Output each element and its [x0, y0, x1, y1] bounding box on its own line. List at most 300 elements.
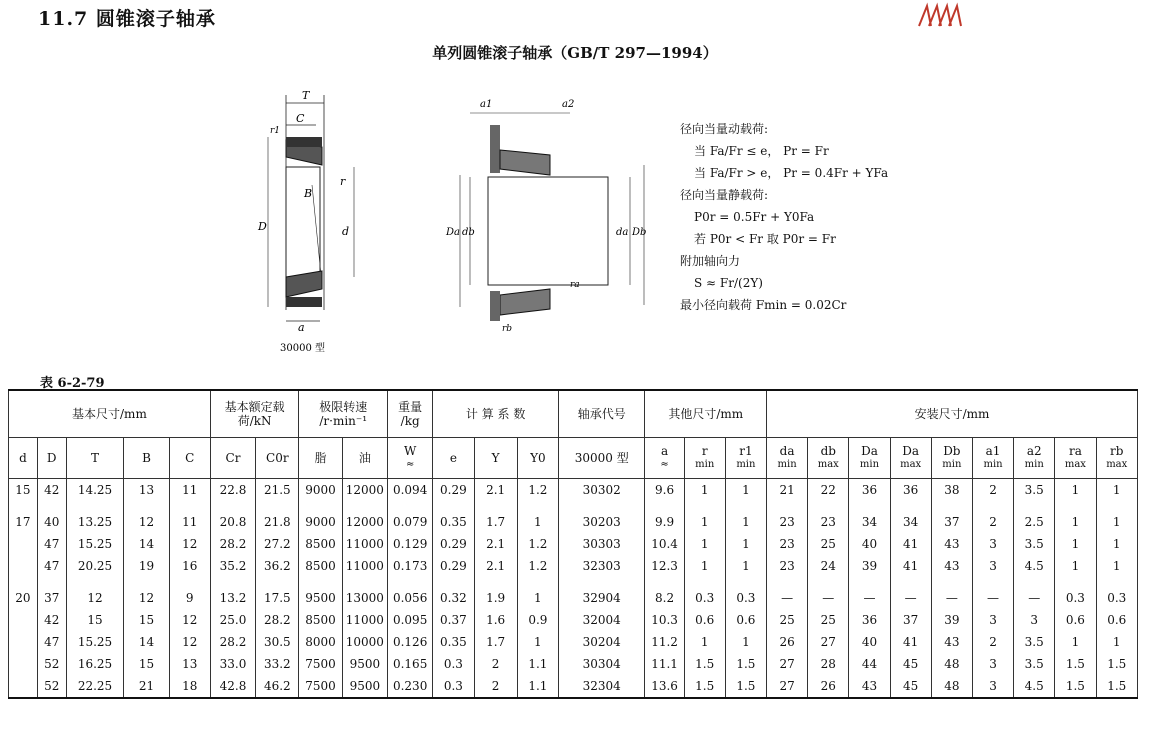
- standard-subtitle: 单列圆锥滚子轴承（GB/T 297—1994）: [432, 44, 718, 62]
- formula-line: 附加轴向力: [680, 254, 741, 268]
- table-cell: 16: [169, 555, 210, 577]
- table-cell: —: [767, 587, 808, 609]
- column-header: 脂: [299, 438, 342, 479]
- table-cell: 36: [890, 479, 931, 502]
- table-cell: 1: [517, 587, 558, 609]
- table-cell: 13: [169, 653, 210, 675]
- table-cell: 14: [124, 631, 169, 653]
- table-cell: 15: [66, 609, 124, 631]
- table-cell: 0.6: [684, 609, 725, 631]
- table-cell: 13: [124, 479, 169, 502]
- table-cell: [9, 533, 38, 555]
- table-cell: —: [972, 587, 1013, 609]
- table-cell: 46.2: [256, 675, 299, 698]
- table-cell: 38: [931, 479, 972, 502]
- table-cell: 1: [725, 479, 766, 502]
- table-cell: 3.5: [1014, 631, 1055, 653]
- table-cell: 23: [808, 511, 849, 533]
- table-cell: [9, 675, 38, 698]
- label-Db: Db: [632, 227, 647, 238]
- table-cell: 1: [1096, 631, 1138, 653]
- table-cell: 41: [890, 533, 931, 555]
- table-cell: 1.2: [517, 479, 558, 502]
- table-cell: 1: [1096, 555, 1138, 577]
- bearing-data-table: [8, 389, 1138, 699]
- table-cell: 32304: [558, 675, 645, 698]
- table-cell: 36: [849, 479, 890, 502]
- table-cell: 1: [1096, 533, 1138, 555]
- table-cell: 3: [972, 653, 1013, 675]
- table-label: 表 6-2-79: [40, 376, 105, 391]
- table-cell: 30304: [558, 653, 645, 675]
- table-cell: 3: [972, 675, 1013, 698]
- table-cell: 17.5: [256, 587, 299, 609]
- table-cell: 19: [124, 555, 169, 577]
- table-cell: 23: [767, 511, 808, 533]
- table-cell: 1: [1055, 631, 1096, 653]
- table-cell: 2.1: [474, 479, 517, 502]
- column-header: a1 min: [972, 438, 1013, 479]
- table-cell: 30303: [558, 533, 645, 555]
- table-cell: 12: [124, 587, 169, 609]
- table-cell: 0.165: [388, 653, 433, 675]
- table-cell: 45: [890, 653, 931, 675]
- table-cell: 20.8: [210, 511, 255, 533]
- table-cell: 13.6: [645, 675, 684, 698]
- table-cell: 2: [972, 511, 1013, 533]
- table-cell: 8500: [299, 609, 342, 631]
- table-cell: 11000: [342, 555, 387, 577]
- table-cell: 15.25: [66, 533, 124, 555]
- table-cell: 3: [972, 555, 1013, 577]
- table-cell: 1: [1055, 533, 1096, 555]
- table-cell: 9: [169, 587, 210, 609]
- table-cell: 10.3: [645, 609, 684, 631]
- table-cell: 1: [1055, 555, 1096, 577]
- column-header: 30000 型: [558, 438, 645, 479]
- table-cell: 0.6: [1055, 609, 1096, 631]
- table-cell: 7500: [299, 675, 342, 698]
- label-a2: a2: [562, 99, 575, 110]
- table-cell: 34: [890, 511, 931, 533]
- table-cell: 12: [169, 533, 210, 555]
- table-cell: 15: [124, 609, 169, 631]
- table-cell: —: [931, 587, 972, 609]
- table-cell: 22.25: [66, 675, 124, 698]
- table-cell: 20: [9, 587, 38, 609]
- table-cell: 1: [1096, 511, 1138, 533]
- table-cell: 3.5: [1014, 533, 1055, 555]
- table-cell: 1.2: [517, 533, 558, 555]
- table-cell: [9, 555, 38, 577]
- header-calc: 计 算 系 数: [433, 390, 559, 438]
- table-cell: 0.29: [433, 479, 474, 502]
- table-cell: 1.2: [517, 555, 558, 577]
- table-cell: 48: [931, 675, 972, 698]
- table-cell: 13000: [342, 587, 387, 609]
- table-cell: 1: [1055, 479, 1096, 502]
- column-header: 油: [342, 438, 387, 479]
- table-cell: 0.37: [433, 609, 474, 631]
- table-cell: 0.29: [433, 555, 474, 577]
- table-cell: 1.1: [517, 675, 558, 698]
- table-cell: 1: [1055, 511, 1096, 533]
- load-formulas: [680, 118, 888, 316]
- table-cell: 0.173: [388, 555, 433, 577]
- table-cell: 25: [808, 533, 849, 555]
- table-cell: 0.6: [725, 609, 766, 631]
- header-other: 其他尺寸/mm: [645, 390, 767, 438]
- table-cell: 12000: [342, 511, 387, 533]
- label-Da: Da: [446, 227, 460, 238]
- formula-line: 最小径向载荷 Fmin = 0.02Cr: [680, 298, 847, 312]
- table-cell: 1.7: [474, 631, 517, 653]
- formula-line: S ≈ Fr/(2Y): [694, 276, 763, 290]
- label-d: d: [342, 225, 350, 238]
- table-cell: 2: [474, 653, 517, 675]
- table-cell: 0.230: [388, 675, 433, 698]
- column-header: r1 min: [725, 438, 766, 479]
- label-C: C: [296, 112, 305, 125]
- table-cell: 9500: [299, 587, 342, 609]
- table-cell: 27: [767, 653, 808, 675]
- table-cell: 18: [169, 675, 210, 698]
- table-cell: 3.5: [1014, 479, 1055, 502]
- table-cell: 16.25: [66, 653, 124, 675]
- table-cell: —: [890, 587, 931, 609]
- table-cell: 33.0: [210, 653, 255, 675]
- table-cell: 1: [725, 511, 766, 533]
- table-cell: 28: [808, 653, 849, 675]
- table-cell: 0.9: [517, 609, 558, 631]
- table-cell: 11000: [342, 533, 387, 555]
- header-basic: 基本尺寸/mm: [9, 390, 211, 438]
- formula-line: 径向当量静载荷:: [680, 188, 769, 202]
- table-cell: 8.2: [645, 587, 684, 609]
- table-cell: —: [1014, 587, 1055, 609]
- table-cell: 26: [808, 675, 849, 698]
- table-cell: 12: [169, 609, 210, 631]
- table-cell: 35.2: [210, 555, 255, 577]
- table-row: [9, 555, 1138, 577]
- table-cell: 1: [517, 511, 558, 533]
- table-cell: 21.8: [256, 511, 299, 533]
- label-D: D: [258, 220, 267, 233]
- table-cell: 27: [808, 631, 849, 653]
- table-cell: 1.1: [517, 653, 558, 675]
- table-cell: [9, 609, 38, 631]
- column-header: Cr: [210, 438, 255, 479]
- table-cell: 15: [124, 653, 169, 675]
- table-cell: 1: [725, 631, 766, 653]
- table-cell: 40: [849, 631, 890, 653]
- table-cell: 11: [169, 479, 210, 502]
- table-cell: 12: [66, 587, 124, 609]
- table-cell: [9, 631, 38, 653]
- table-cell: 37: [890, 609, 931, 631]
- table-cell: —: [808, 587, 849, 609]
- table-cell: 0.3: [1055, 587, 1096, 609]
- table-cell: 3: [972, 533, 1013, 555]
- formula-line: 当 Fa/Fr > e， Pr = 0.4Fr + YFa: [694, 166, 889, 180]
- table-cell: 11: [169, 511, 210, 533]
- table-cell: 1.5: [684, 653, 725, 675]
- table-cell: 0.35: [433, 511, 474, 533]
- table-cell: 21: [767, 479, 808, 502]
- table-cell: 4.5: [1014, 555, 1055, 577]
- table-cell: 1: [684, 555, 725, 577]
- table-cell: 52: [37, 675, 66, 698]
- label-B: B: [304, 187, 313, 200]
- table-cell: 12: [169, 631, 210, 653]
- formula-line: 若 P0r < Fr 取 P0r = Fr: [694, 232, 836, 246]
- table-cell: 22.8: [210, 479, 255, 502]
- formula-line: P0r = 0.5Fr + Y0Fa: [694, 210, 815, 224]
- table-cell: 23: [767, 555, 808, 577]
- table-cell: —: [849, 587, 890, 609]
- table-cell: 0.095: [388, 609, 433, 631]
- table-cell: 0.056: [388, 587, 433, 609]
- table-cell: 1.9: [474, 587, 517, 609]
- table-cell: 30204: [558, 631, 645, 653]
- table-cell: 13.25: [66, 511, 124, 533]
- column-header: r min: [684, 438, 725, 479]
- table-cell: 0.32: [433, 587, 474, 609]
- table-cell: 2.1: [474, 533, 517, 555]
- table-row: [9, 609, 1138, 631]
- table-cell: 27: [767, 675, 808, 698]
- label-r1: r1: [270, 126, 281, 136]
- table-cell: 11000: [342, 609, 387, 631]
- table-cell: [9, 653, 38, 675]
- bearing-section-diagram: [250, 85, 370, 355]
- table-cell: 39: [931, 609, 972, 631]
- table-cell: 1: [684, 533, 725, 555]
- table-cell: 21.5: [256, 479, 299, 502]
- table-cell: 37: [37, 587, 66, 609]
- label-da: da: [616, 227, 629, 238]
- header-load: 基本额定载荷/kN: [210, 390, 299, 438]
- table-row: [9, 675, 1138, 698]
- label-T: T: [302, 89, 310, 102]
- table-cell: 14: [124, 533, 169, 555]
- column-header: ra max: [1055, 438, 1096, 479]
- table-cell: 0.094: [388, 479, 433, 502]
- table-cell: 10000: [342, 631, 387, 653]
- table-cell: 2: [972, 631, 1013, 653]
- label-rb: rb: [502, 324, 513, 334]
- label-ra: ra: [570, 280, 580, 290]
- column-header: Y0: [517, 438, 558, 479]
- table-cell: 15: [9, 479, 38, 502]
- table-cell: 1: [1096, 479, 1138, 502]
- table-cell: 2.1: [474, 555, 517, 577]
- table-cell: 10.4: [645, 533, 684, 555]
- header-code: 轴承代号: [558, 390, 645, 438]
- column-header: d: [9, 438, 38, 479]
- section-title: 11.7 圆锥滚子轴承: [38, 8, 216, 30]
- table-cell: 9000: [299, 479, 342, 502]
- table-cell: 1.6: [474, 609, 517, 631]
- table-row: [9, 511, 1138, 533]
- table-cell: 1: [725, 533, 766, 555]
- table-cell: 8500: [299, 533, 342, 555]
- publisher-logo-icon: [915, 0, 965, 30]
- table-cell: 13.2: [210, 587, 255, 609]
- column-header: C: [169, 438, 210, 479]
- table-cell: 1.5: [684, 675, 725, 698]
- table-cell: 24: [808, 555, 849, 577]
- table-cell: 37: [931, 511, 972, 533]
- table-cell: 0.3: [433, 675, 474, 698]
- table-cell: 23: [767, 533, 808, 555]
- table-cell: 22: [808, 479, 849, 502]
- table-cell: 39: [849, 555, 890, 577]
- column-header: T: [66, 438, 124, 479]
- table-cell: 0.3: [684, 587, 725, 609]
- table-cell: 0.129: [388, 533, 433, 555]
- column-header: B: [124, 438, 169, 479]
- table-cell: 9500: [342, 675, 387, 698]
- table-cell: 42: [37, 609, 66, 631]
- table-cell: 1: [684, 479, 725, 502]
- table-cell: 2: [972, 479, 1013, 502]
- table-cell: 0.6: [1096, 609, 1138, 631]
- column-header: Db min: [931, 438, 972, 479]
- table-cell: 15.25: [66, 631, 124, 653]
- table-row: [9, 587, 1138, 609]
- table-cell: 21: [124, 675, 169, 698]
- column-header: W ≈: [388, 438, 433, 479]
- table-cell: 0.126: [388, 631, 433, 653]
- table-cell: 32904: [558, 587, 645, 609]
- header-install: 安装尺寸/mm: [767, 390, 1138, 438]
- table-cell: 1.5: [1096, 675, 1138, 698]
- column-header: Y: [474, 438, 517, 479]
- table-cell: 1.5: [1055, 653, 1096, 675]
- table-cell: 1: [684, 631, 725, 653]
- table-cell: 43: [931, 631, 972, 653]
- table-row: [9, 653, 1138, 675]
- table-cell: 11.1: [645, 653, 684, 675]
- label-db: db: [462, 227, 475, 238]
- table-cell: 36: [849, 609, 890, 631]
- installation-diagram: [430, 95, 660, 335]
- table-cell: 30203: [558, 511, 645, 533]
- table-cell: 25: [767, 609, 808, 631]
- table-cell: 47: [37, 555, 66, 577]
- table-cell: 25: [808, 609, 849, 631]
- table-cell: 1.5: [1096, 653, 1138, 675]
- table-cell: 28.2: [210, 631, 255, 653]
- table-cell: 1.5: [725, 675, 766, 698]
- table-cell: 40: [37, 511, 66, 533]
- table-cell: 12.3: [645, 555, 684, 577]
- table-cell: 4.5: [1014, 675, 1055, 698]
- column-header: C0r: [256, 438, 299, 479]
- table-cell: 3.5: [1014, 653, 1055, 675]
- table-cell: 12: [124, 511, 169, 533]
- table-cell: 25.0: [210, 609, 255, 631]
- table-cell: 43: [849, 675, 890, 698]
- table-cell: 9000: [299, 511, 342, 533]
- table-cell: 9.9: [645, 511, 684, 533]
- table-cell: 42: [37, 479, 66, 502]
- table-cell: 0.35: [433, 631, 474, 653]
- table-cell: 20.25: [66, 555, 124, 577]
- table-cell: 0.3: [433, 653, 474, 675]
- column-header: da min: [767, 438, 808, 479]
- column-header: Da max: [890, 438, 931, 479]
- table-cell: 0.079: [388, 511, 433, 533]
- table-cell: 30302: [558, 479, 645, 502]
- table-cell: 9500: [342, 653, 387, 675]
- column-header: e: [433, 438, 474, 479]
- table-cell: 1: [684, 511, 725, 533]
- table-cell: 1.5: [725, 653, 766, 675]
- table-cell: 1.7: [474, 511, 517, 533]
- formula-line: 当 Fa/Fr ≤ e， Pr = Fr: [694, 144, 829, 158]
- table-cell: 48: [931, 653, 972, 675]
- table-row: [9, 631, 1138, 653]
- table-cell: 12000: [342, 479, 387, 502]
- table-cell: 45: [890, 675, 931, 698]
- table-cell: 11.2: [645, 631, 684, 653]
- table-cell: 3: [972, 609, 1013, 631]
- table-cell: 1: [725, 555, 766, 577]
- column-header: db max: [808, 438, 849, 479]
- table-cell: 52: [37, 653, 66, 675]
- table-cell: 47: [37, 533, 66, 555]
- table-cell: 2.5: [1014, 511, 1055, 533]
- table-cell: 7500: [299, 653, 342, 675]
- table-cell: 36.2: [256, 555, 299, 577]
- table-cell: 32303: [558, 555, 645, 577]
- table-cell: 33.2: [256, 653, 299, 675]
- column-header: D: [37, 438, 66, 479]
- table-cell: 40: [849, 533, 890, 555]
- table-cell: 26: [767, 631, 808, 653]
- formula-line: 径向当量动载荷:: [680, 122, 769, 136]
- column-header: Da min: [849, 438, 890, 479]
- table-cell: 8500: [299, 555, 342, 577]
- label-a1: a1: [480, 99, 493, 110]
- table-cell: 14.25: [66, 479, 124, 502]
- table-cell: 1.5: [1055, 675, 1096, 698]
- table-cell: 43: [931, 555, 972, 577]
- column-header: a2 min: [1014, 438, 1055, 479]
- table-cell: 0.3: [1096, 587, 1138, 609]
- label-a: a: [298, 321, 305, 334]
- table-cell: 8000: [299, 631, 342, 653]
- column-header: rb max: [1096, 438, 1138, 479]
- table-cell: 41: [890, 555, 931, 577]
- table-cell: 47: [37, 631, 66, 653]
- header-weight: 重量 /kg: [388, 390, 433, 438]
- table-cell: 0.29: [433, 533, 474, 555]
- table-cell: 9.6: [645, 479, 684, 502]
- table-cell: 30.5: [256, 631, 299, 653]
- table-cell: 41: [890, 631, 931, 653]
- table-cell: 28.2: [210, 533, 255, 555]
- column-header: a ≈: [645, 438, 684, 479]
- table-row: [9, 479, 1138, 502]
- table-cell: 34: [849, 511, 890, 533]
- table-cell: 43: [931, 533, 972, 555]
- label-r: r: [340, 175, 346, 188]
- table-cell: 17: [9, 511, 38, 533]
- table-cell: 28.2: [256, 609, 299, 631]
